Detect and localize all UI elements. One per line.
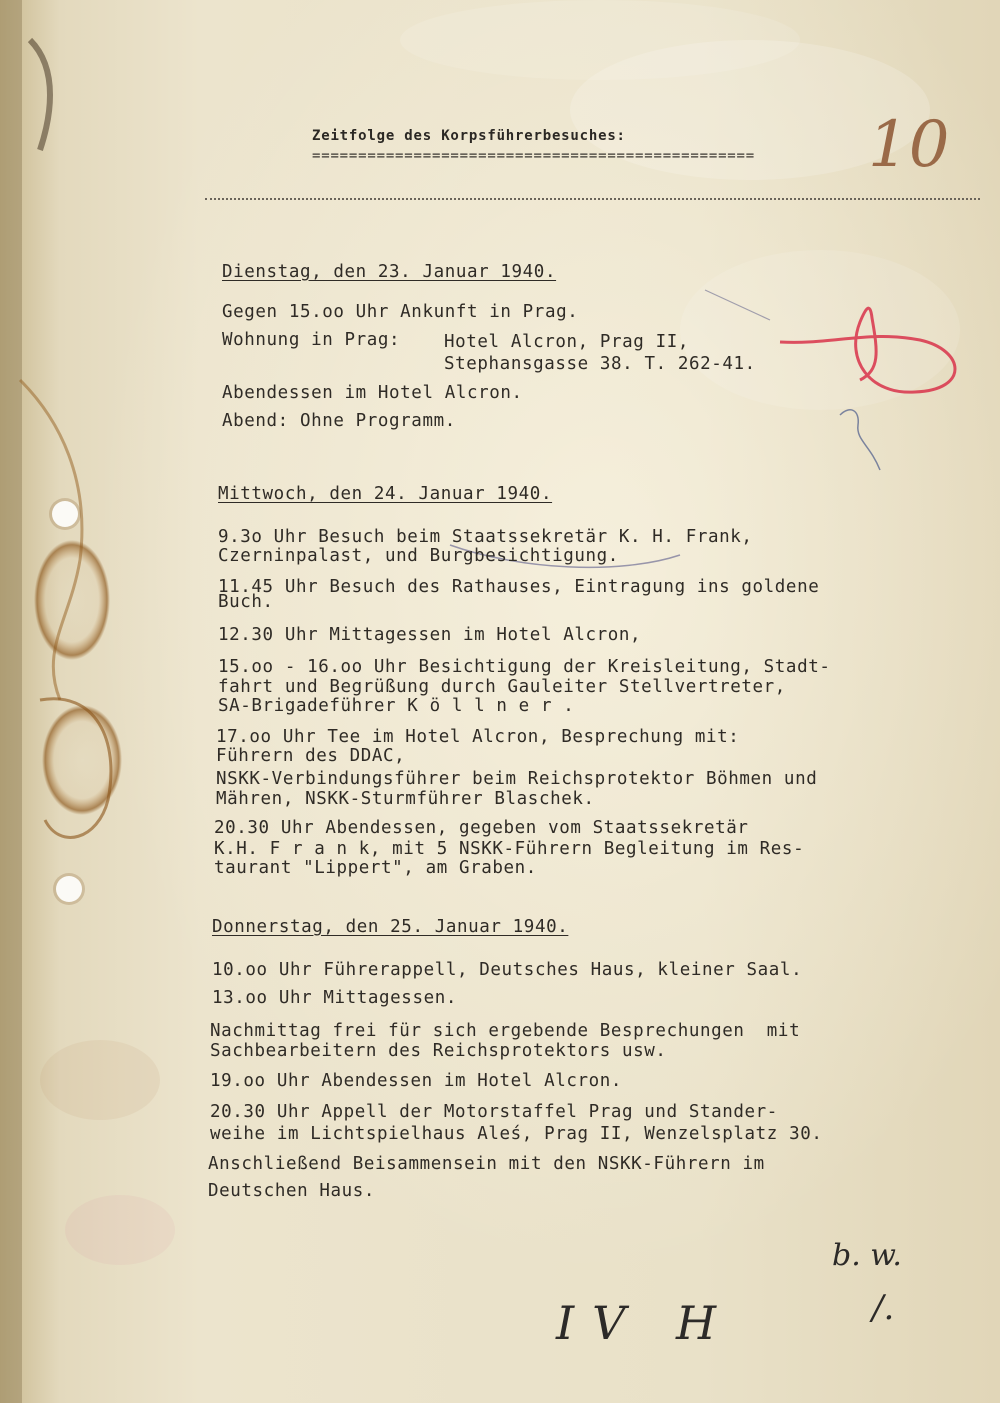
entry-line: weihe im Lichtspielhaus Aleś, Prag II, Wenzelsplatz 30.: [210, 1124, 823, 1144]
entry-line: Buch.: [218, 592, 274, 612]
section-heading-tuesday: Dienstag, den 23. Januar 1940.: [222, 262, 557, 282]
entry-lodging-hotel: Hotel Alcron, Prag II,: [444, 332, 689, 352]
entry-line: 20.30 Uhr Abendessen, gegeben vom Staatssekretär: [214, 818, 749, 838]
handwritten-note-ivh: IV H: [556, 1296, 735, 1350]
entry-dinner: Abendessen im Hotel Alcron.: [222, 383, 523, 403]
entry-line: Czerninpalast, und Burgbesichtigung.: [218, 546, 619, 566]
entry-line: 11.45 Uhr Besuch des Rathauses, Eintragung ins goldene: [218, 577, 820, 597]
entry-line: NSKK-Verbindungsführer beim Reichsprotektor Böhmen und: [216, 769, 818, 789]
handwritten-note-bw: b. w.: [832, 1238, 902, 1273]
punch-hole-top: [52, 501, 78, 527]
handwritten-note-mark: /.: [872, 1288, 895, 1328]
entry-line: 10.oo Uhr Führerappell, Deutsches Haus, kleiner Saal.: [212, 960, 803, 980]
entry-line: Führern des DDAC,: [216, 746, 406, 766]
entry-arrival: Gegen 15.oo Uhr Ankunft in Prag.: [222, 302, 579, 322]
entry-line: K.H. F r a n k, mit 5 NSKK-Führern Begleitung im Res-: [214, 839, 805, 859]
section-heading-thursday: Donnerstag, den 25. Januar 1940.: [212, 917, 569, 937]
entry-lodging-label: Wohnung in Prag:: [222, 330, 401, 350]
entry-line: fahrt und Begrüßung durch Gauleiter Stellvertreter,: [218, 677, 786, 697]
entry-line: Sachbearbeitern des Reichsprotektors usw.: [210, 1041, 667, 1061]
entry-line: 9.3o Uhr Besuch beim Staatssekretär K. H. Frank,: [218, 527, 753, 547]
entry-line: Deutschen Haus.: [208, 1181, 376, 1201]
entry-line: 12.30 Uhr Mittagessen im Hotel Alcron,: [218, 625, 642, 645]
page-number: 10: [868, 108, 950, 182]
entry-line: 19.oo Uhr Abendessen im Hotel Alcron.: [210, 1071, 623, 1091]
document-title: Zeitfolge des Korpsführerbesuches:: [312, 128, 626, 144]
entry-line: taurant "Lippert", am Graben.: [214, 858, 537, 878]
entry-line: Anschließend Beisammensein mit den NSKK-Führern im: [208, 1154, 765, 1174]
entry-line: 17.oo Uhr Tee im Hotel Alcron, Besprechung mit:: [216, 727, 740, 747]
entry-line: Mähren, NSKK-Sturmführer Blaschek.: [216, 789, 595, 809]
punch-hole-bottom: [56, 876, 82, 902]
title-underline: ================================================: [312, 148, 755, 164]
entry-evening: Abend: Ohne Programm.: [222, 411, 456, 431]
section-heading-wednesday: Mittwoch, den 24. Januar 1940.: [218, 484, 553, 504]
entry-line: SA-Brigadeführer K ö l l n e r .: [218, 696, 575, 716]
dotted-separator: [205, 198, 980, 203]
entry-line: 15.oo - 16.oo Uhr Besichtigung der Kreisleitung, Stadt-: [218, 657, 831, 677]
entry-line: 13.oo Uhr Mittagessen.: [212, 988, 457, 1008]
entry-lodging-address: Stephansgasse 38. T. 262-41.: [444, 354, 756, 374]
entry-line: 20.30 Uhr Appell der Motorstaffel Prag und Stander-: [210, 1102, 778, 1122]
entry-line: Nachmittag frei für sich ergebende Besprechungen mit: [210, 1021, 801, 1041]
